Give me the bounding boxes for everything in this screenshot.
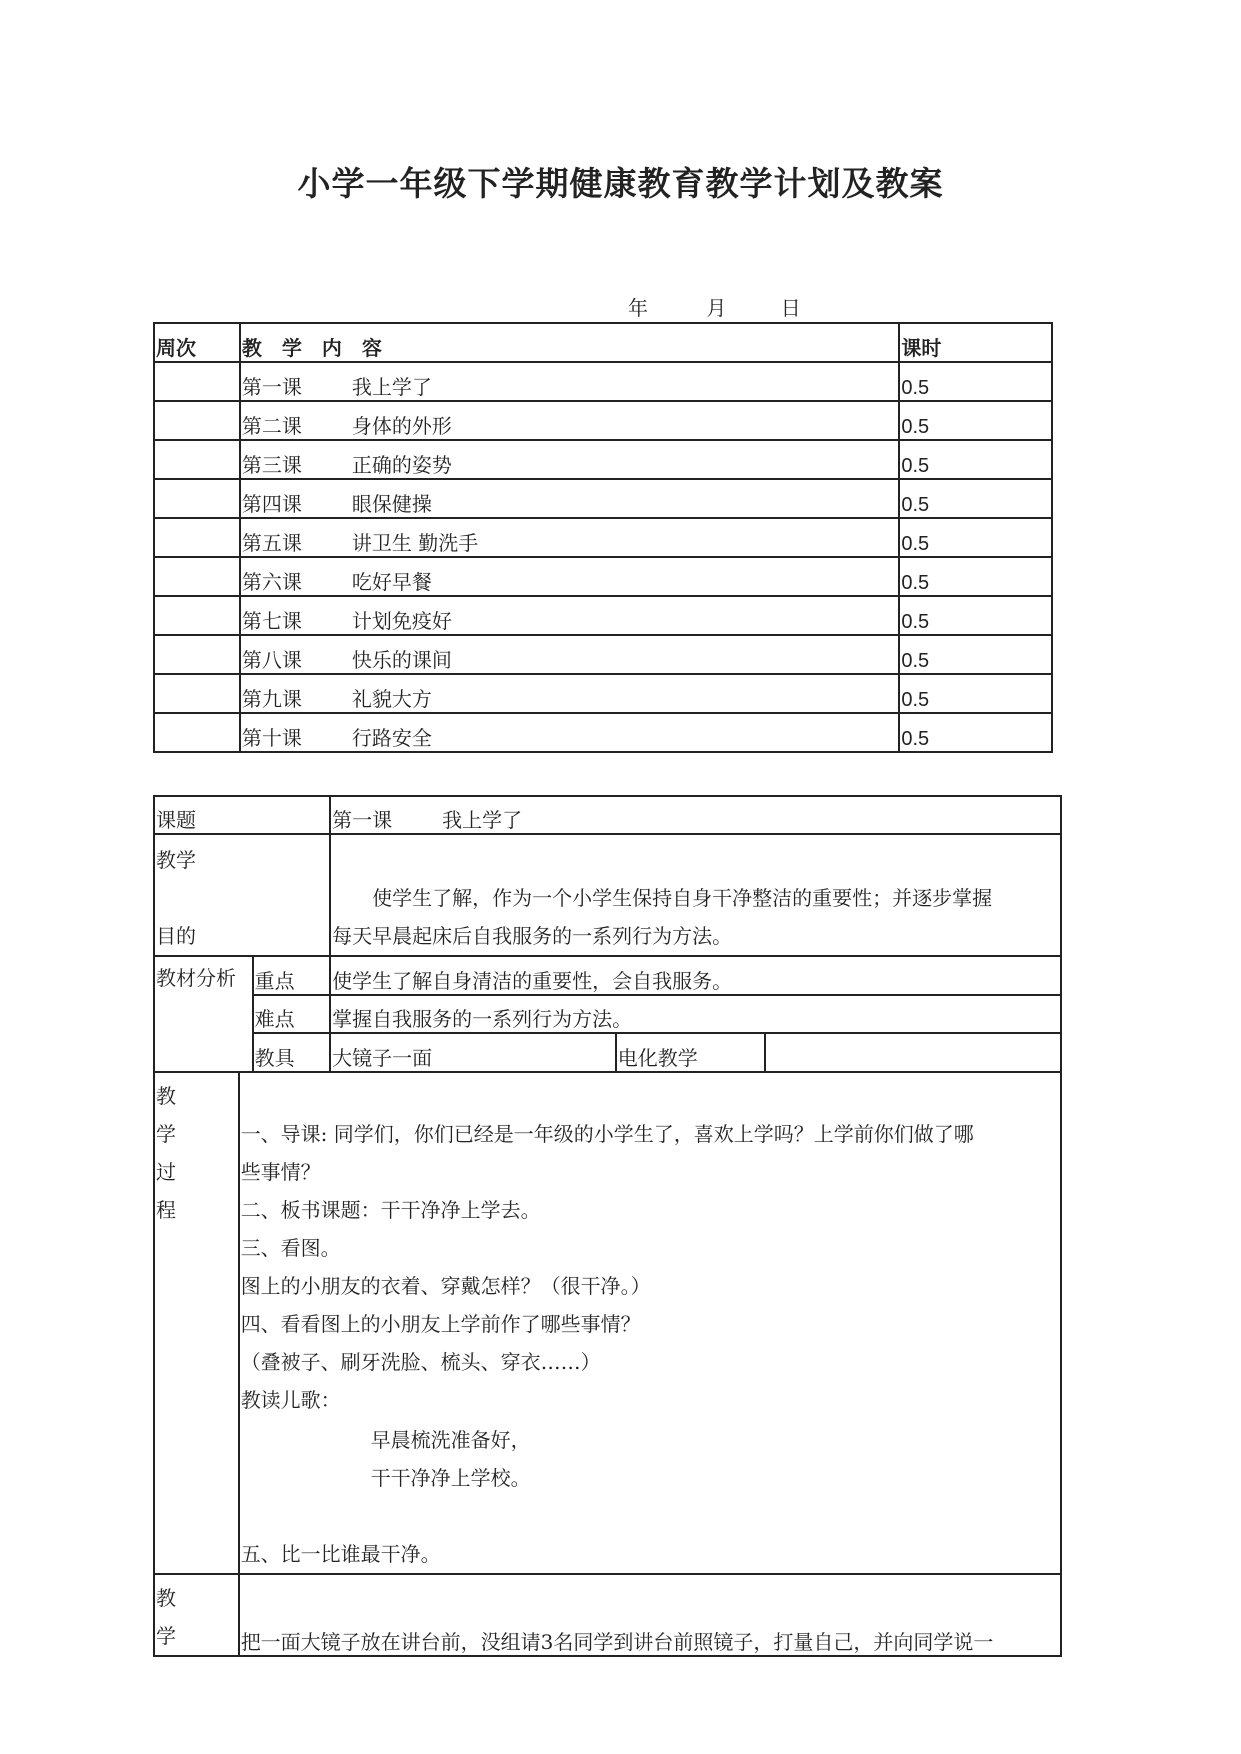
key-label: 重点	[253, 956, 330, 995]
hours-cell: 0.5	[899, 401, 1052, 440]
process-line: 些事情？	[240, 1160, 321, 1184]
lesson-number: 第十课	[241, 726, 302, 750]
lesson-topic: 行路安全	[351, 726, 432, 750]
plan-rows	[154, 362, 1052, 752]
tools-text: 大镜子一面	[330, 1033, 616, 1072]
final-row	[154, 1574, 1061, 1656]
header-hours: 课时	[899, 323, 1052, 362]
content-cell	[240, 518, 900, 557]
content-cell	[240, 713, 900, 752]
content-cell	[240, 557, 900, 596]
media-label: 电化教学	[616, 1033, 765, 1072]
content-cell	[240, 362, 900, 401]
final-label-char: 教	[156, 1586, 176, 1610]
objective-label-1: 教学	[156, 848, 196, 872]
lesson-plan-table	[153, 795, 1062, 1657]
topic-value	[330, 796, 1061, 834]
difficulty-row	[154, 995, 1061, 1033]
week-cell	[154, 635, 240, 674]
content-cell	[240, 596, 900, 635]
objective-row	[154, 834, 1061, 956]
date-month-label: 月	[706, 296, 727, 320]
week-cell	[154, 479, 240, 518]
final-text: 把一面大镜子放在讲台前，没组请3名同学到讲台前照镜子，打量自己，并向同学说一	[239, 1574, 1061, 1656]
difficulty-text: 掌握自我服务的一系列行为方法。	[330, 995, 1061, 1033]
table-row	[154, 674, 1052, 713]
hours-cell: 0.5	[899, 518, 1052, 557]
tools-row	[154, 1033, 1061, 1072]
document-title: 小学一年级下学期健康教育教学计划及教案	[297, 164, 944, 203]
lesson-number: 第一课	[241, 375, 302, 399]
table-row	[154, 362, 1052, 401]
week-cell	[154, 557, 240, 596]
topic-label: 课题	[154, 796, 330, 834]
table-row	[154, 401, 1052, 440]
lesson-number: 第五课	[241, 531, 302, 555]
content-cell	[240, 674, 900, 713]
hours-cell: 0.5	[899, 440, 1052, 479]
process-line: 四、看看图上的小朋友上学前作了哪些事情？	[240, 1312, 641, 1336]
lesson-topic: 吃好早餐	[351, 570, 432, 594]
content-cell	[240, 401, 900, 440]
hours-cell: 0.5	[899, 596, 1052, 635]
week-cell	[154, 401, 240, 440]
hours-cell: 0.5	[899, 713, 1052, 752]
week-cell	[154, 518, 240, 557]
table-header-row	[154, 323, 1052, 362]
lesson-topic: 计划免疫好	[351, 609, 452, 633]
week-cell	[154, 440, 240, 479]
week-cell	[154, 362, 240, 401]
content-cell	[240, 479, 900, 518]
difficulty-label: 难点	[253, 995, 330, 1033]
lesson-number: 第八课	[241, 648, 302, 672]
key-row	[154, 956, 1061, 995]
hours-cell: 0.5	[899, 674, 1052, 713]
process-label-char: 过	[156, 1160, 176, 1184]
table-row	[154, 713, 1052, 752]
table-row	[154, 635, 1052, 674]
lesson-topic: 身体的外形	[351, 414, 452, 438]
final-label	[154, 1574, 239, 1656]
objective-label	[154, 834, 330, 956]
objective-line-2: 每天早晨起床后自我服务的一系列行为方法。	[332, 924, 733, 948]
date-day-label: 日	[780, 296, 801, 320]
table-row	[154, 479, 1052, 518]
process-line: 二、板书课题：干干净净上学去。	[240, 1198, 541, 1222]
date-line	[628, 292, 801, 321]
process-label-char: 教	[156, 1084, 176, 1108]
hours-cell: 0.5	[899, 479, 1052, 518]
lesson-topic: 我上学了	[351, 375, 432, 399]
process-line: 一、导课: 同学们，你们已经是一年级的小学生了，喜欢上学吗？上学前你们做了哪	[240, 1122, 974, 1146]
process-line: 三、看图。	[240, 1236, 341, 1260]
lesson-topic: 正确的姿势	[351, 453, 452, 477]
media-text	[765, 1033, 1061, 1072]
process-line: 图上的小朋友的衣着、穿戴怎样？（很干净。）	[240, 1274, 651, 1298]
topic-row	[154, 796, 1061, 834]
content-cell	[240, 440, 900, 479]
process-label-char: 学	[156, 1122, 176, 1146]
hours-cell: 0.5	[899, 557, 1052, 596]
process-content	[239, 1072, 1061, 1574]
week-cell	[154, 713, 240, 752]
table-row	[154, 518, 1052, 557]
process-row	[154, 1072, 1061, 1574]
topic-lesson: 第一课	[332, 808, 393, 832]
lesson-number: 第七课	[241, 609, 302, 633]
objective-text	[330, 834, 1061, 956]
process-line: 教读儿歌：	[240, 1388, 341, 1412]
lesson-number: 第九课	[241, 687, 302, 711]
topic-name: 我上学了	[442, 808, 523, 832]
objective-label-2: 目的	[156, 924, 196, 948]
lesson-topic: 讲卫生 勤洗手	[351, 531, 479, 555]
hours-cell: 0.5	[899, 362, 1052, 401]
table-row	[154, 440, 1052, 479]
process-label-char: 程	[156, 1198, 176, 1222]
week-cell	[154, 674, 240, 713]
lesson-number: 第三课	[241, 453, 302, 477]
analysis-label: 教材分析	[154, 956, 253, 1072]
table-row	[154, 557, 1052, 596]
objective-line-1: 使学生了解，作为一个小学生保持自身干净整洁的重要性；并逐步掌握	[372, 886, 993, 910]
process-line: （叠被子、刷牙洗脸、梳头、穿衣……）	[240, 1350, 601, 1374]
header-week: 周次	[154, 323, 240, 362]
lesson-topic: 礼貌大方	[351, 687, 432, 711]
verse-line: 早晨梳洗准备好，	[370, 1428, 531, 1452]
header-content: 教 学 内 容	[240, 323, 900, 362]
lesson-number: 第四课	[241, 492, 302, 516]
final-label-char: 学	[156, 1624, 176, 1648]
key-text: 使学生了解自身清洁的重要性，会自我服务。	[330, 956, 1061, 995]
teaching-plan-table	[153, 322, 1053, 753]
tools-label: 教具	[253, 1033, 330, 1072]
process-label	[154, 1072, 239, 1574]
lesson-number: 第二课	[241, 414, 302, 438]
process-line-last: 五、比一比谁最干净。	[240, 1542, 441, 1566]
content-cell	[240, 635, 900, 674]
hours-cell: 0.5	[899, 635, 1052, 674]
verse-line: 干干净净上学校。	[370, 1466, 531, 1490]
lesson-number: 第六课	[241, 570, 302, 594]
lesson-topic: 快乐的课间	[351, 648, 452, 672]
table-row	[154, 596, 1052, 635]
date-year-label: 年	[628, 296, 648, 320]
lesson-topic: 眼保健操	[351, 492, 432, 516]
week-cell	[154, 596, 240, 635]
